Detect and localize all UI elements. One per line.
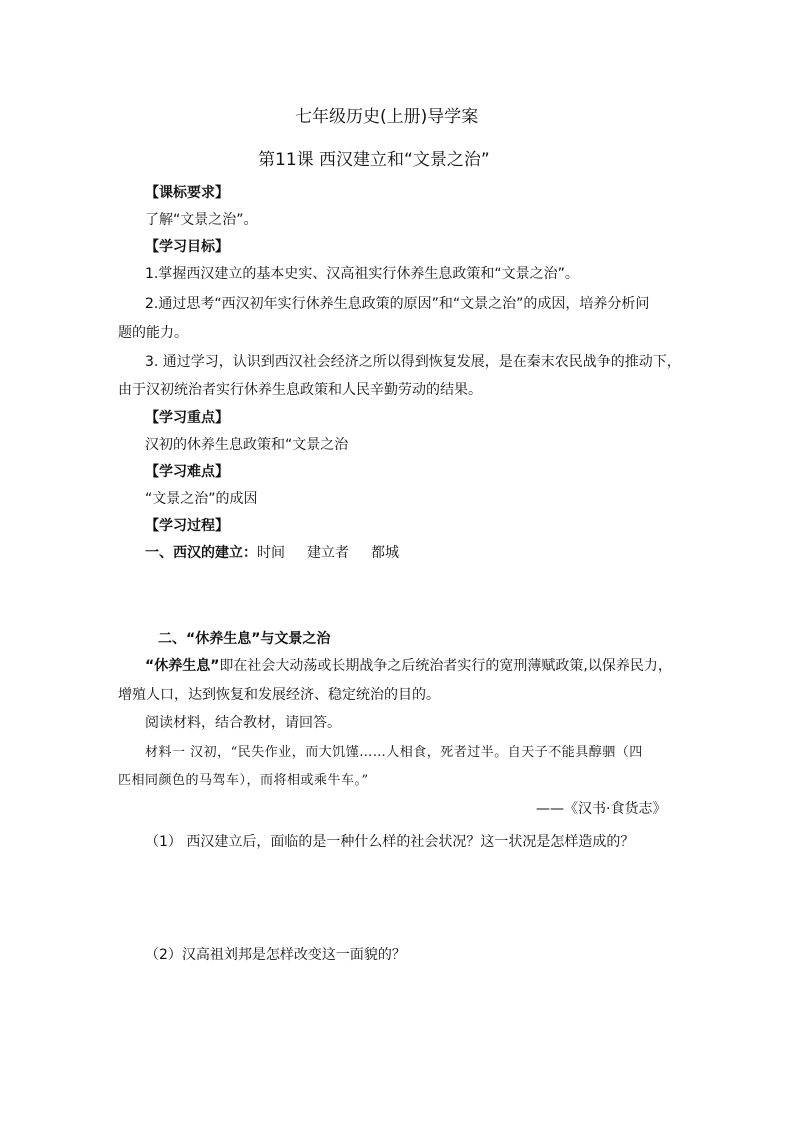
material-one-line1: 材料一 汉初，“民失作业，而大饥馑……人相食，死者过半。自天子不能具醇驷（四 <box>145 745 643 760</box>
material-one-line2: 匹相同颜色的马驾车），而将相或乘牛车。” <box>118 773 369 788</box>
key-points-text: 汉初的休养生息政策和“文景之治 <box>145 437 349 453</box>
section-heading-difficulties: 【学习难点】 <box>145 464 229 480</box>
definition-line1 <box>145 656 672 676</box>
section-heading-standards: 【课标要求】 <box>145 185 229 201</box>
definition-line2: 增殖人口，达到恢复和发展经济、稳定统治的目的。 <box>118 687 440 703</box>
section-heading-process: 【学习过程】 <box>145 518 229 534</box>
objective-2-line1: 2.通过思考“西汉初年实行休养生息政策的原因”和“文景之治”的成因，培养分析问 <box>145 296 650 312</box>
field-time: 时间 <box>257 545 285 561</box>
page-title: 七年级历史(上册)导学案 <box>295 107 479 127</box>
field-founder: 建立者 <box>307 545 349 561</box>
part-one-line <box>145 543 399 563</box>
part-one-label: 一、西汉的建立： <box>145 545 257 561</box>
part-two-heading: 二、“休养生息”与文景之治 <box>158 631 331 647</box>
reading-instruction: 阅读材料，结合教材，请回答。 <box>145 715 341 731</box>
lesson-title: 第11课 西汉建立和“文景之治” <box>258 150 490 170</box>
definition-text: 即在社会大动荡或长期战争之后统治者实行的宽刑薄赋政策,以保养民力， <box>219 658 672 674</box>
question-1: （1） 西汉建立后，面临的是一种什么样的社会状况？这一状况是怎样造成的？ <box>145 834 635 850</box>
question-2: （2）汉高祖刘邦是怎样改变这一面貌的？ <box>145 947 406 963</box>
section-heading-key-points: 【学习重点】 <box>145 410 229 426</box>
section-heading-objectives: 【学习目标】 <box>145 239 229 255</box>
material-source: ——《汉书·食货志》 <box>536 801 667 817</box>
definition-term: “休养生息” <box>145 658 220 674</box>
objective-1: 1.掌握西汉建立的基本史实、汉高祖实行休养生息政策和“文景之治”。 <box>145 266 579 282</box>
objective-3-line2: 由于汉初统治者实行休养生息政策和人民辛勤劳动的结果。 <box>118 382 482 398</box>
field-capital: 都城 <box>371 545 399 561</box>
objective-2-line2: 题的能力。 <box>118 325 188 341</box>
standards-text: 了解“文景之治”。 <box>145 212 258 228</box>
difficulties-text: “文景之治”的成因 <box>145 491 258 507</box>
objective-3-line1: 3. 通过学习，认识到西汉社会经济之所以得到恢复发展，是在秦末农民战争的推动下， <box>145 354 681 370</box>
